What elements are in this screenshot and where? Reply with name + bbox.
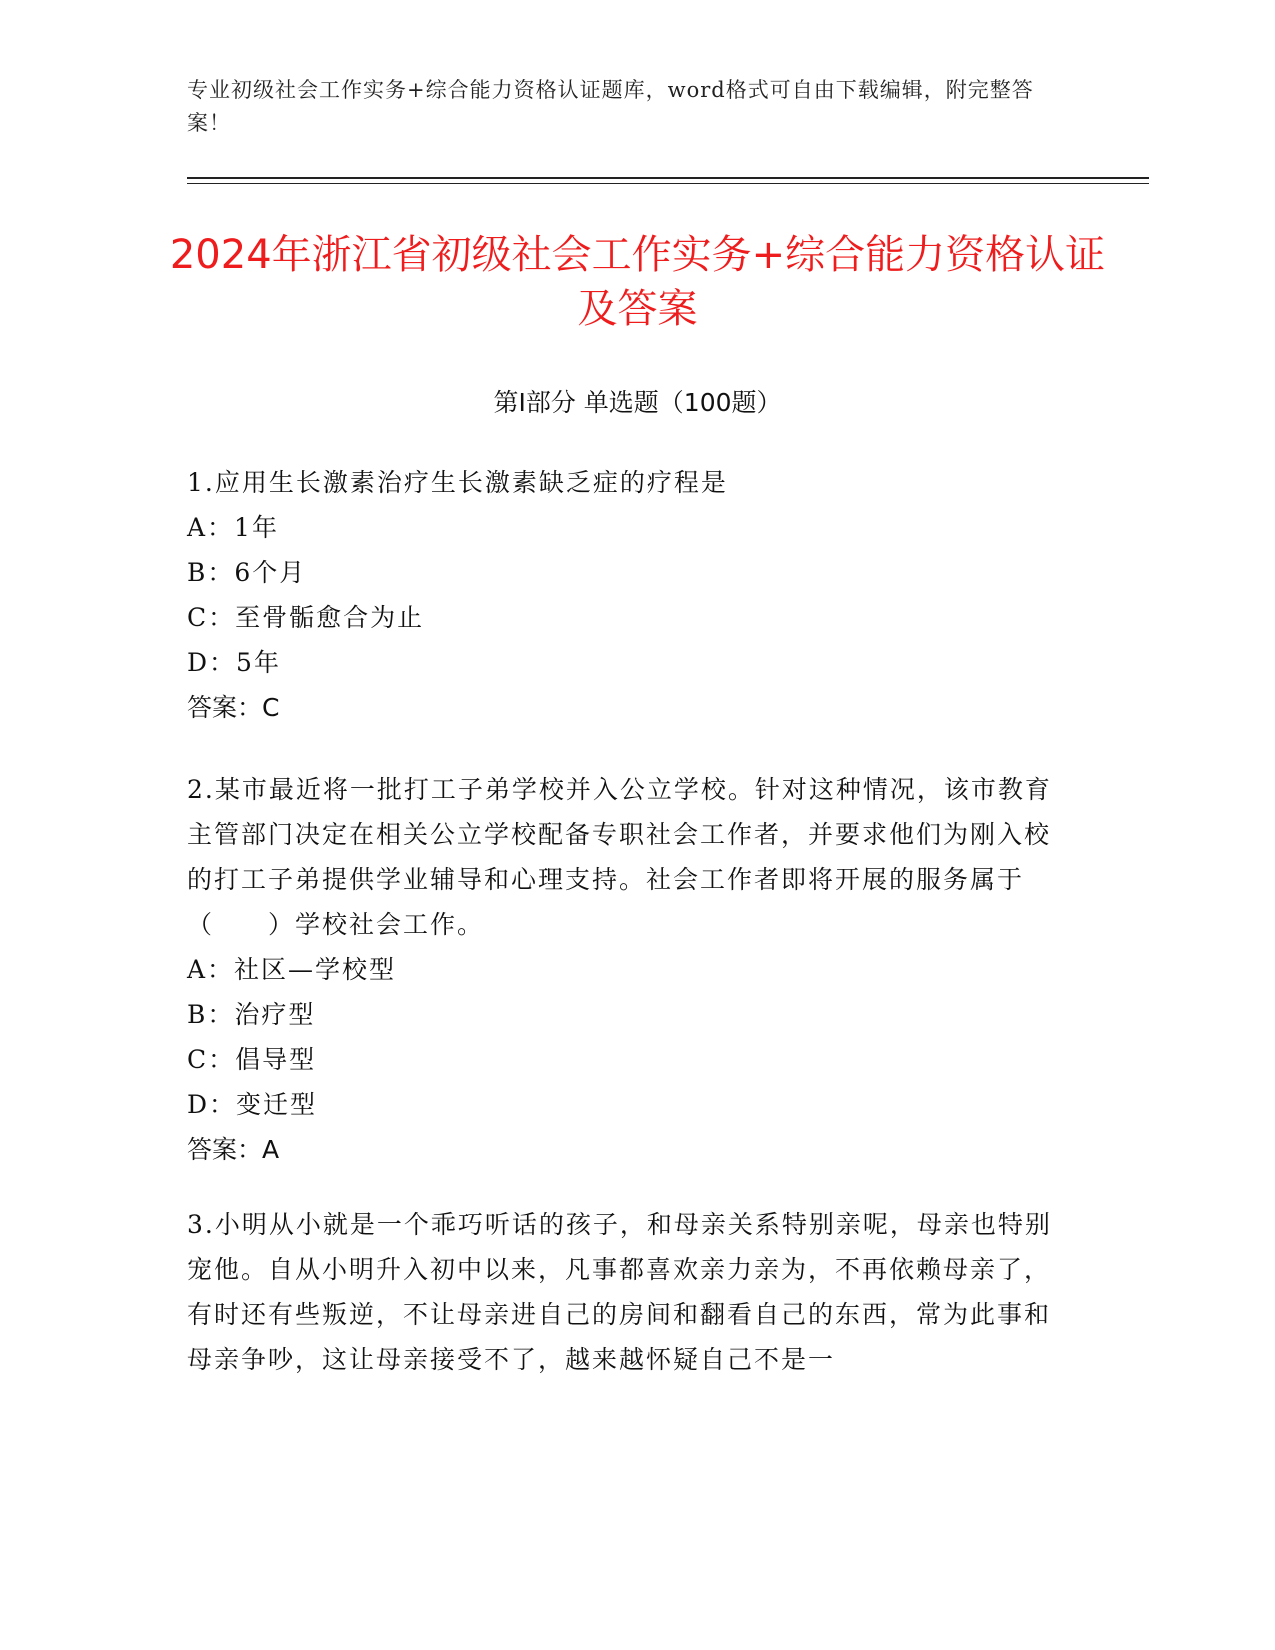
header-divider-thin — [187, 183, 1149, 184]
header-note: 专业初级社会工作实务+综合能力资格认证题库，word格式可自由下载编辑，附完整答案！ — [187, 78, 1034, 135]
section-title: 第Ⅰ部分 单选题（100题） — [493, 388, 782, 417]
option-d: D：变迁型 — [187, 1090, 318, 1119]
option-b: B：治疗型 — [187, 1000, 316, 1029]
option-c: C：至骨骺愈合为止 — [187, 603, 425, 632]
document-title: 2024年浙江省初级社会工作实务+综合能力资格认证及答案 — [169, 232, 1106, 332]
option-c: C：倡导型 — [187, 1045, 317, 1074]
question-2 — [187, 767, 1067, 1172]
header-divider-thick — [187, 177, 1149, 179]
question-1 — [187, 460, 1067, 730]
answer: 答案：C — [187, 693, 280, 722]
question-stem: 2.某市最近将一批打工子弟学校并入公立学校。针对这种情况，该市教育主管部门决定在相关公立学校配备专职社会工作者，并要求他们为刚入校的打工子弟提供学业辅导和心理支持。社会工作者即将开展的服务属于（ ）学校社会工作。 — [187, 775, 1052, 939]
question-stem: 3.小明从小就是一个乖巧听话的孩子，和母亲关系特别亲呢，母亲也特别宠他。自从小明升入初中以来，凡事都喜欢亲力亲为，不再依赖母亲了，有时还有些叛逆，不让母亲进自己的房间和翻看自己的东西，常为此事和母亲争吵，这让母亲接受不了，越来越怀疑自己不是一 — [187, 1210, 1052, 1374]
option-b: B：6个月 — [187, 558, 307, 587]
question-stem: 1.应用生长激素治疗生长激素缺乏症的疗程是 — [187, 468, 728, 497]
option-a: A：社区—学校型 — [187, 955, 397, 984]
answer: 答案：A — [187, 1135, 280, 1164]
question-3 — [187, 1202, 1067, 1382]
option-d: D：5年 — [187, 648, 281, 677]
option-a: A：1年 — [187, 513, 279, 542]
